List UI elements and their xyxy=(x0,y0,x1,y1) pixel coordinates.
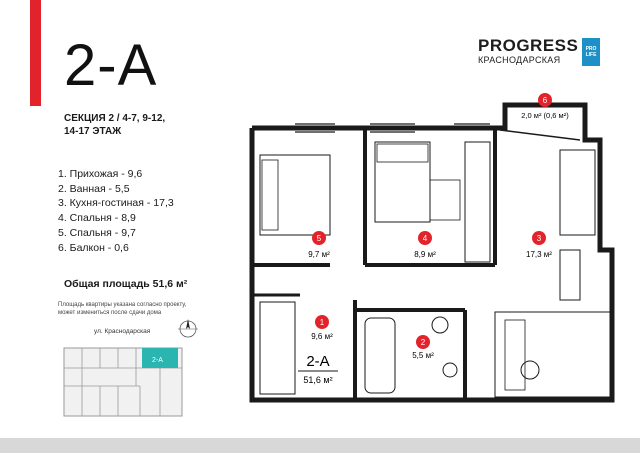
plan-apartment-area: 51,6 м² xyxy=(303,375,333,385)
key-plan xyxy=(60,340,190,420)
room-area-1: 9,6 м² xyxy=(311,332,333,341)
plan-apartment-code: 2-A xyxy=(306,353,330,370)
room-badge-2 xyxy=(412,335,434,360)
apartment-title: 2-A xyxy=(64,33,158,98)
room-list-item: 5. Спальня - 9,7 xyxy=(58,226,136,239)
floor-plan xyxy=(240,80,620,420)
section-line-2: 14-17 ЭТАЖ xyxy=(64,126,122,137)
total-area: Общая площадь 51,6 м² xyxy=(64,278,188,290)
room-list xyxy=(58,167,174,255)
brand-subtitle: КРАСНОДАРСКАЯ xyxy=(478,55,561,65)
brand-logo xyxy=(478,36,597,65)
section-line-1: СЕКЦИЯ 2 / 4-7, 9-12, xyxy=(64,113,166,124)
svg-text:6: 6 xyxy=(542,96,548,105)
area-note: Площадь квартиры указана согласно проекту, может измениться после сдачи дома xyxy=(58,302,187,316)
brand-tag: PRO LIFE xyxy=(582,38,600,66)
red-accent-bar xyxy=(30,0,41,106)
room-list-item: 6. Балкон - 0,6 xyxy=(58,241,129,254)
room-area-4: 8,9 м² xyxy=(414,250,436,259)
section-floors xyxy=(64,112,234,138)
room-list-item: 2. Ванная - 5,5 xyxy=(58,182,130,195)
room-badge-4 xyxy=(414,231,436,259)
room-list-item: 4. Спальня - 8,9 xyxy=(58,212,136,225)
street-label: ул. Краснодарская xyxy=(94,328,151,335)
room-badge-3 xyxy=(526,231,552,259)
room-list-item: 3. Кухня-гостиная - 17,3 xyxy=(58,197,174,210)
room-area-6: 2,0 м² (0,6 м²) xyxy=(521,111,569,120)
svg-text:3: 3 xyxy=(536,234,542,243)
room-badge-1 xyxy=(311,315,333,341)
compass-icon xyxy=(176,318,200,340)
room-area-3: 17,3 м² xyxy=(526,250,552,259)
key-plan-highlight-label: 2-A xyxy=(152,357,163,364)
svg-text:2: 2 xyxy=(420,338,426,347)
room-list-item: 1. Прихожая - 9,6 xyxy=(58,168,143,180)
svg-text:5: 5 xyxy=(316,234,322,243)
svg-text:4: 4 xyxy=(422,234,428,243)
footer-bar xyxy=(0,438,640,453)
room-area-5: 9,7 м² xyxy=(308,250,330,259)
svg-text:1: 1 xyxy=(319,318,325,327)
room-area-2: 5,5 м² xyxy=(412,351,434,360)
brand-name: PROGRESS xyxy=(478,36,579,55)
